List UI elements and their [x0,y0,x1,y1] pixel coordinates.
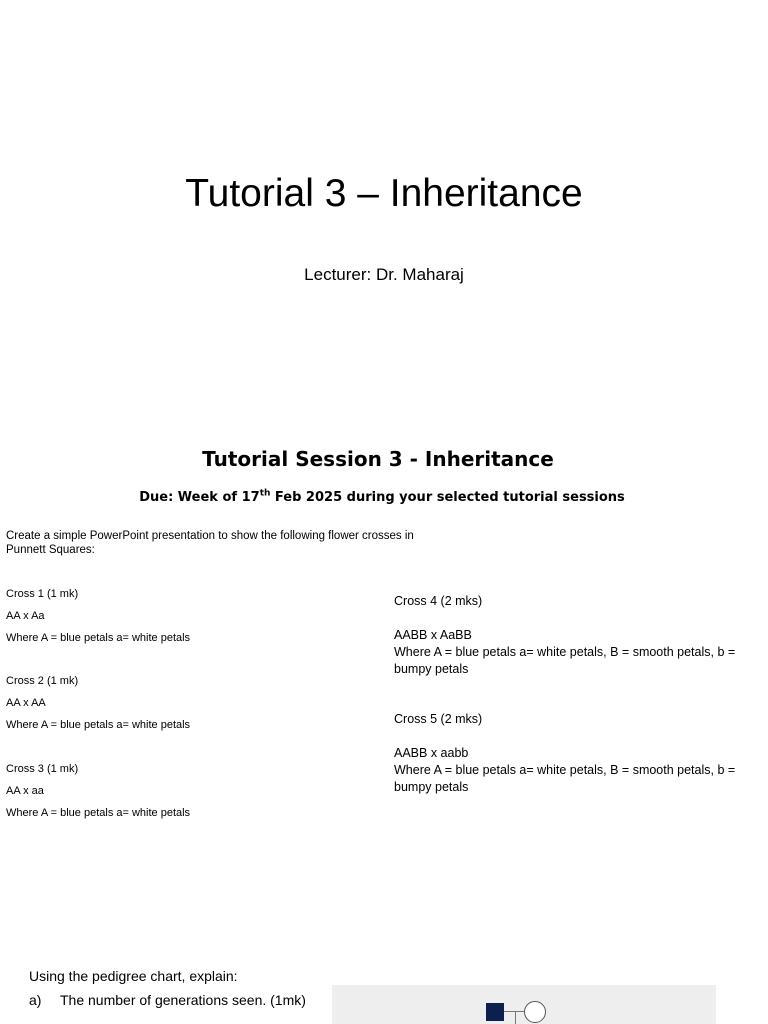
cross-genotypes: AABB x aabb [394,746,469,760]
due-suffix: Feb 2025 during your selected tutorial sessions [270,490,625,505]
cross-1-block [6,583,376,649]
cross-genotypes: AA x AA [6,697,46,709]
affected-male-square-icon [486,1003,504,1021]
cross-key: Where A = blue petals a= white petals [6,719,191,731]
cross-3-block [6,758,376,824]
cross-key: Where A = blue petals a= white petals [6,807,191,819]
cross-key: Where A = blue petals a= white petals [6,632,191,644]
pedigree-chart [332,985,716,1024]
cross-genotypes: AA x Aa [6,610,45,622]
lecturer-subtitle: Lecturer: Dr. Maharaj [304,265,464,284]
cross-genotypes: AABB x AaBB [394,628,472,642]
cross-4-block [394,593,764,678]
cross-title: Cross 4 (2 mks) [394,594,483,608]
cross-key: Where A = blue petals a= white petals, B = smooth petals, b = bumpy petals [394,763,736,794]
due-prefix: Due: Week of 17 [139,490,260,505]
cross-title: Cross 3 (1 mk) [6,763,79,775]
cross-title: Cross 2 (1 mk) [6,675,79,687]
cross-genotypes: AA x aa [6,785,44,797]
descent-line [515,1011,516,1024]
marriage-line [504,1011,524,1012]
cross-title: Cross 5 (2 mks) [394,712,483,726]
tutorial-session-heading: Tutorial Session 3 - Inheritance [202,447,554,471]
due-date-line [0,489,764,507]
pedigree-prompt: Using the pedigree chart, explain: [29,968,238,984]
instructions-text: Create a simple PowerPoint presentation to show the following flower crosses in Punnett Squares: [6,530,414,556]
slide-title: Tutorial 3 – Inheritance [185,172,583,215]
cross-key: Where A = blue petals a= white petals, B = smooth petals, b = bumpy petals [394,645,736,676]
due-superscript: th [259,488,271,499]
cross-title: Cross 1 (1 mk) [6,588,79,600]
cross-5-block [394,711,764,796]
question-text: The number of generations seen. (1mk) [60,992,306,1008]
unaffected-female-circle-icon [524,1001,546,1023]
cross-2-block [6,670,376,736]
question-letter: a) [29,992,42,1008]
